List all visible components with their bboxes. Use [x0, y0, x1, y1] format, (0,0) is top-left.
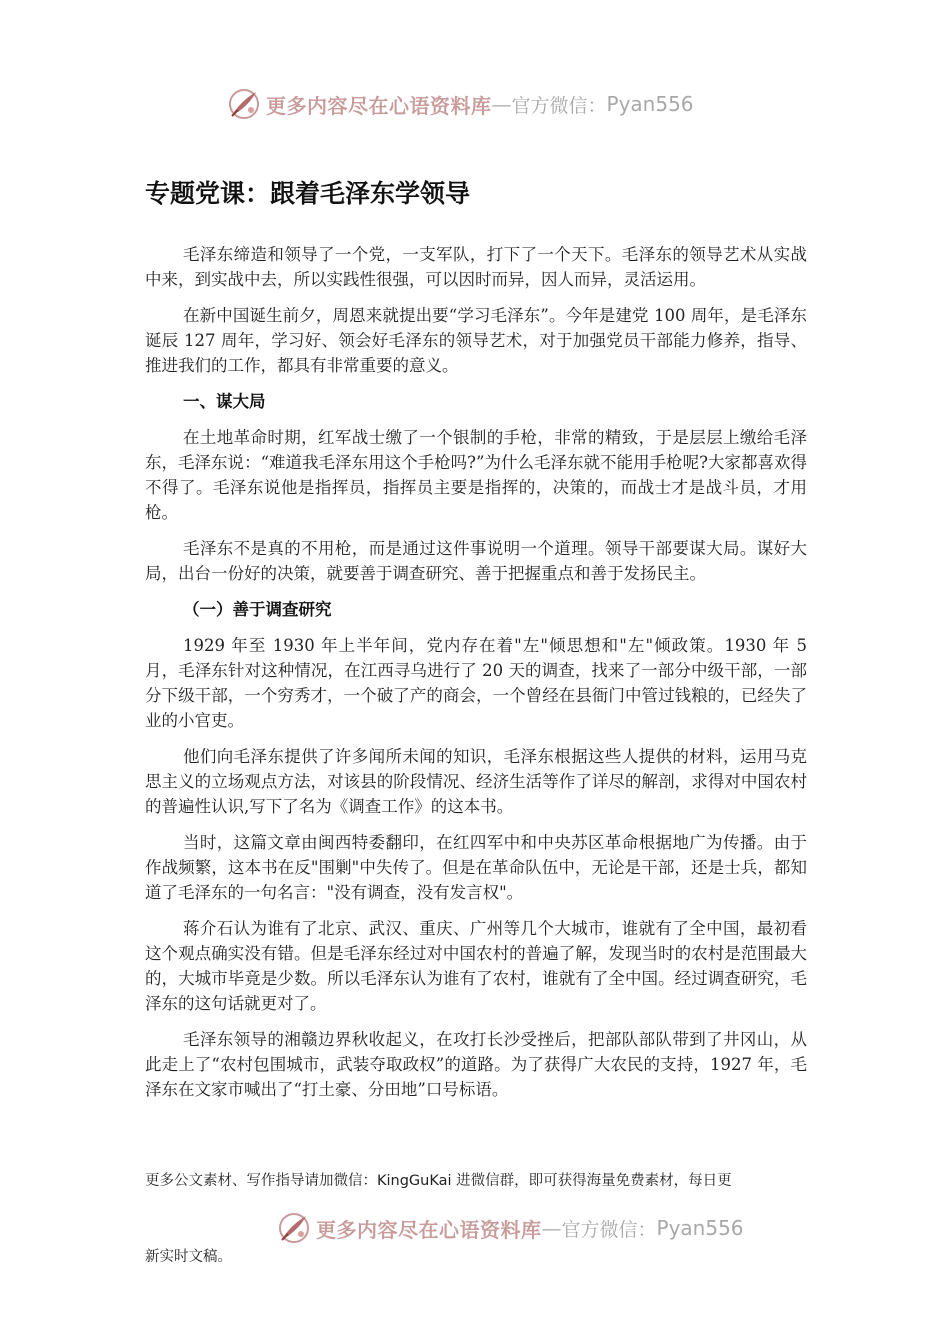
section-heading-1: 一、谋大局	[183, 392, 266, 411]
paragraph-4: 毛泽东不是真的不用枪，而是通过这件事说明一个道理。领导干部要谋大局。谋好大局，出台一份好的决策，就要善于调查研究、善于把握重点和善于发扬民主。	[145, 539, 807, 583]
paragraph-6: 他们向毛泽东提供了许多闻所未闻的知识，毛泽东根据这些人提供的材料，运用马克思主义的立场观点方法，对该县的阶段情况、经济生活等作了详尽的解剖，求得对中国农村的普遍性认识,写下了名为《调查工作》的这本书。	[145, 747, 807, 816]
paragraph-7: 当时，这篇文章由闽西特委翻印，在红四军中和中央苏区革命根据地广为传播。由于作战频繁，这本书在反"围剿"中失传了。但是在革命队伍中，无论是干部，还是士兵，都知道了毛泽东的一句名言："没有调查，没有发言权"。	[145, 833, 807, 902]
footer-watermark	[276, 1208, 744, 1248]
watermark-dash: —	[491, 92, 512, 116]
watermark-wechat-id: Pyan556	[656, 1216, 744, 1240]
paragraph-3: 在土地革命时期，红军战士缴了一个银制的手枪，非常的精致，于是层层上缴给毛泽东，毛泽东说：“难道我毛泽东用这个手枪吗?”为什么毛泽东就不能用手枪呢?大家都喜欢得不得了。毛泽东说他是指挥员，指挥员主要是指挥的，决策的，而战士才是战斗员，才用枪。	[145, 428, 807, 522]
paragraph-5: 1929 年至 1930 年上半年间，党内存在着"左"倾思想和"左"倾政策。1930 年 5 月，毛泽东针对这种情况，在江西寻乌进行了 20 天的调查，找来了一部分中级干部，一部分下级干部，一个穷秀才，一个破了产的商会，一个曾经在县衙门中管过钱粮的，已经失了业的小官吏。	[145, 636, 807, 730]
watermark-wechat-id: Pyan556	[606, 92, 694, 116]
paragraph-9: 毛泽东领导的湘赣边界秋收起义，在攻打长沙受挫后，把部队部队带到了井冈山，从此走上了“农村包围城市，武装夺取政权”的道路。为了获得广大农民的支持，1927 年，毛泽东在文家市喊出了“打土豪、分田地”口号标语。	[145, 1030, 807, 1099]
document-title: 专题党课：跟着毛泽东学领导	[145, 179, 471, 208]
paragraph-1: 毛泽东缔造和领导了一个党，一支军队，打下了一个天下。毛泽东的领导艺术从实战中来，到实战中去，所以实践性很强，可以因时而异，因人而异，灵活运用。	[145, 245, 807, 289]
document-body	[145, 172, 807, 1113]
watermark-dash: —	[541, 1216, 562, 1240]
subsection-heading-1: （一）善于调查研究	[183, 600, 332, 619]
watermark-sub-text: 官方微信：	[511, 94, 607, 117]
footer-promo-line: 更多公文素材、写作指导请加微信：KingGuKai 进微信群，即可获得海量免费素材，每日更	[145, 1173, 732, 1189]
header-watermark	[226, 84, 694, 124]
paragraph-2: 在新中国诞生前夕，周恩来就提出要“学习毛泽东”。今年是建党 100 周年，是毛泽东诞辰 127 周年，学习好、领会好毛泽东的领导艺术，对于加强党员干部能力修养，指导、推进我们的工作，都具有非常重要的意义。	[145, 306, 807, 375]
watermark-main-text: 更多内容尽在心语资料库	[316, 1217, 542, 1242]
quill-pen-logo-icon	[226, 86, 262, 122]
footer-promo-continuation: 新实时文稿。	[145, 1249, 232, 1265]
watermark-main-text: 更多内容尽在心语资料库	[266, 93, 492, 118]
quill-pen-logo-icon	[276, 1210, 312, 1246]
paragraph-8: 蒋介石认为谁有了北京、武汉、重庆、广州等几个大城市，谁就有了全中国，最初看这个观点确实没有错。但是毛泽东经过对中国农村的普遍了解，发现当时的农村是范围最大的，大城市毕竟是少数。所以毛泽东认为谁有了农村，谁就有了全中国。经过调查研究，毛泽东的这句话就更对了。	[145, 919, 807, 1013]
watermark-sub-text: 官方微信：	[561, 1218, 657, 1241]
